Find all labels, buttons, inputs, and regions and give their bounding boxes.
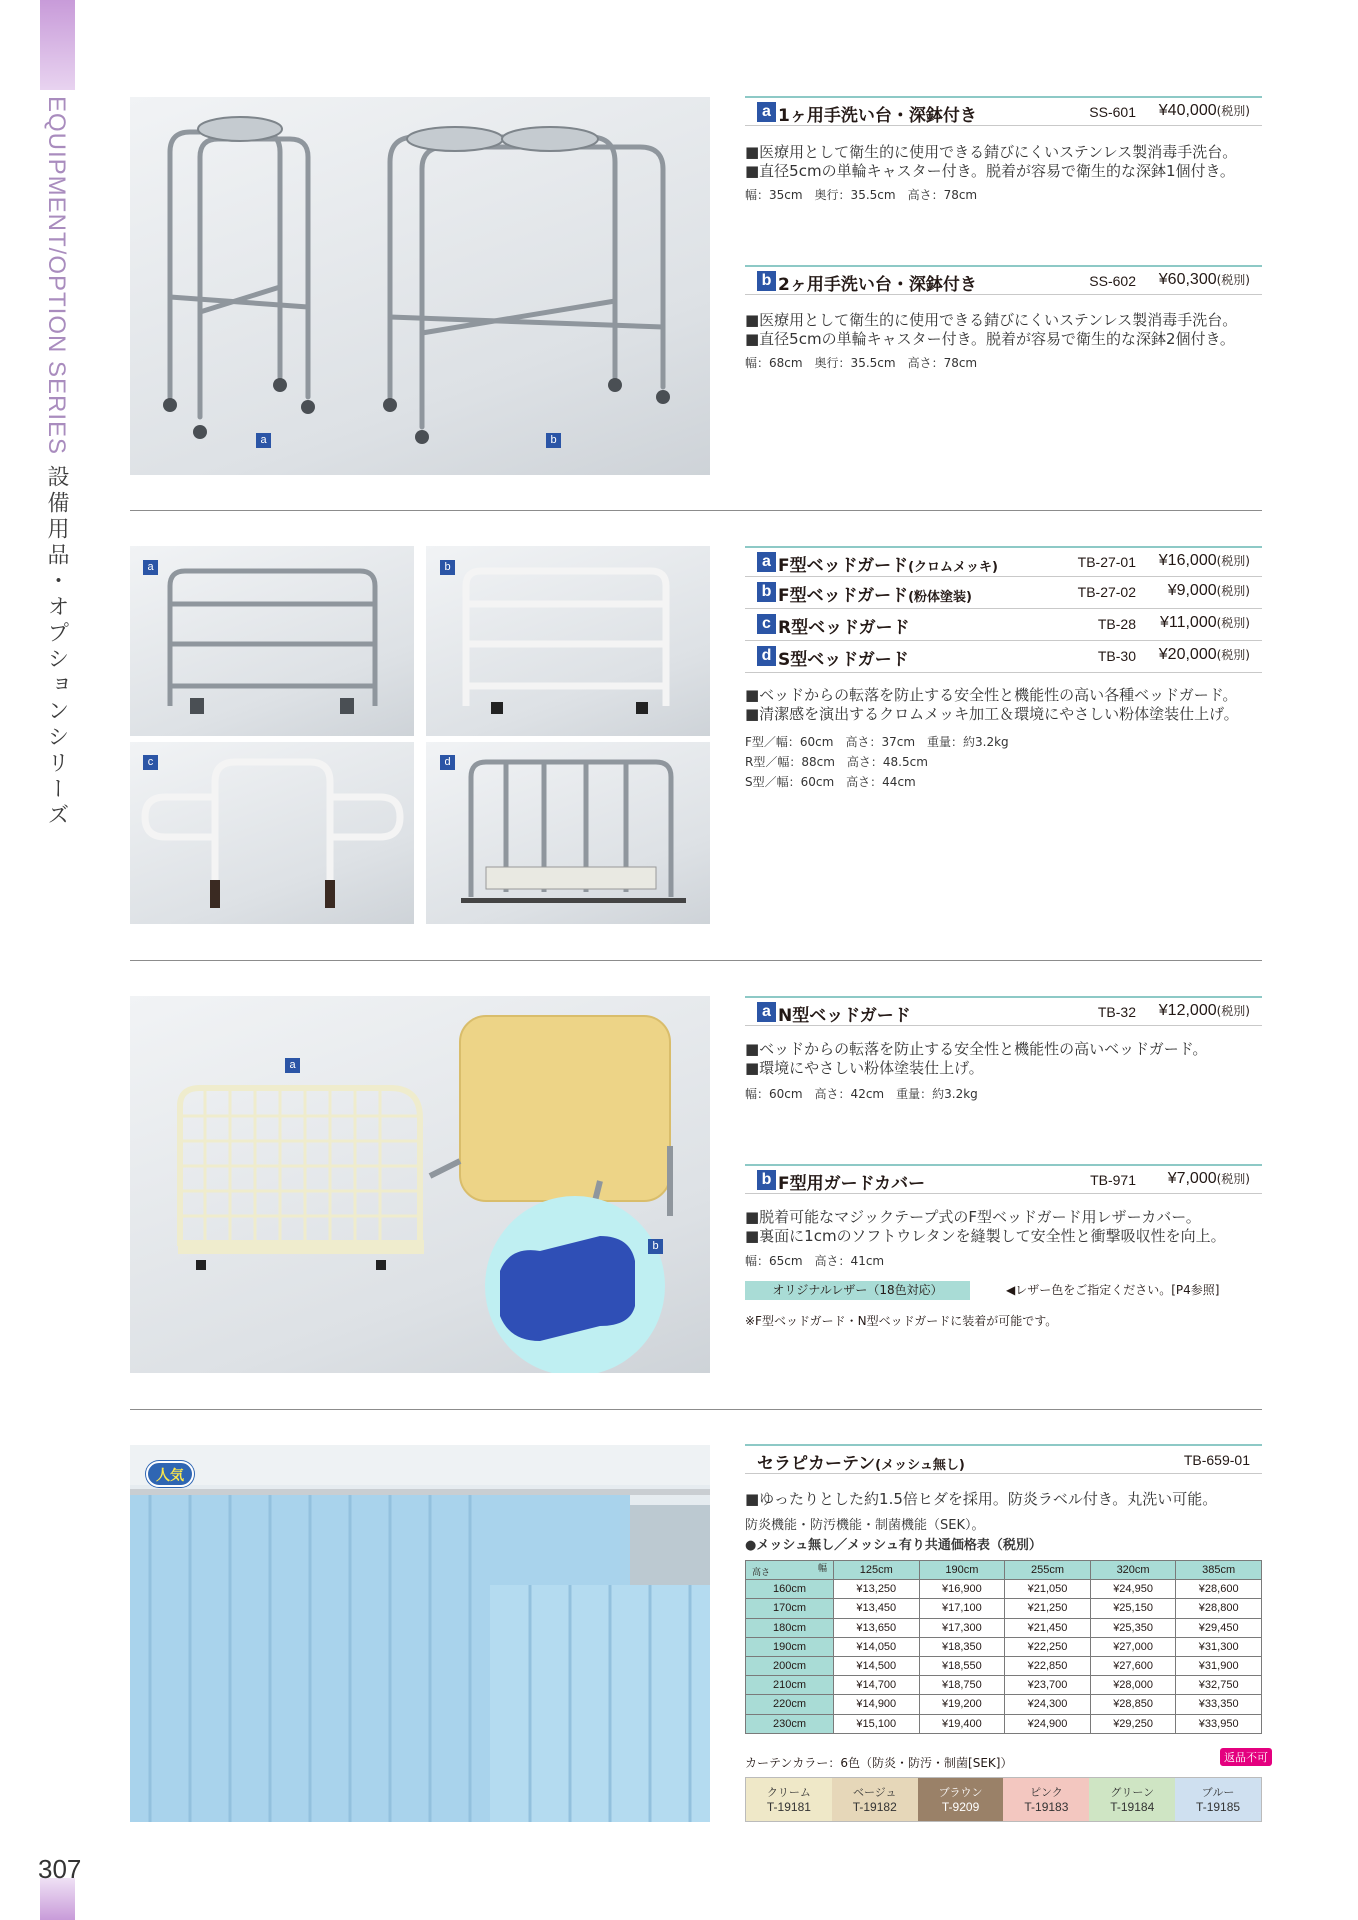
product-header-tb971 (745, 1164, 1262, 1194)
price-cell: ¥25,350 (1090, 1618, 1176, 1637)
price-value: ¥20,000 (1158, 646, 1217, 663)
row-header: 170cm (746, 1599, 834, 1618)
table-row (746, 1714, 1262, 1733)
section-divider (130, 960, 1262, 961)
product-code: TB-30 (1097, 648, 1136, 664)
photo-tag-a: a (143, 560, 158, 575)
name-text: S型ベッドガード (778, 650, 909, 670)
photo-tag-b: b (546, 433, 561, 448)
name-note: (メッシュ無し) (875, 1458, 965, 1473)
product-price (1159, 552, 1250, 570)
corner-row-label: 高さ (752, 1568, 771, 1579)
price-table-title: ●メッシュ無し／メッシュ有り共通価格表（税別） (745, 1538, 1042, 1553)
bedguard-b-illustration (426, 546, 710, 736)
product-price (1160, 614, 1250, 632)
bedguard-photo-d (426, 742, 710, 924)
handwash-illustration (130, 97, 710, 475)
bedguard-d-illustration (426, 742, 710, 924)
leather-badge: オリジナルレザー（18色対応） (745, 1281, 970, 1300)
price-cell: ¥16,900 (919, 1580, 1005, 1599)
leather-note: ◀レザー色をご指定ください。[P4参照] (1006, 1283, 1220, 1297)
row-header: 160cm (746, 1580, 834, 1599)
color-name: グリーン (1110, 1786, 1155, 1799)
row-header: 210cm (746, 1676, 834, 1695)
color-name: ピンク (1030, 1786, 1063, 1799)
price-cell: ¥14,500 (834, 1656, 920, 1675)
product-letter: d (757, 646, 776, 666)
price-cell: ¥28,800 (1176, 1599, 1262, 1618)
product-name: 2ヶ用手洗い台・深鉢付き (778, 275, 977, 295)
color-code: T-19181 (766, 1800, 811, 1814)
product-code: SS-601 (1089, 104, 1136, 120)
desc-line: ■清潔感を演出するクロムメッキ加工＆環境にやさしい粉体塗装仕上げ。 (745, 705, 1239, 723)
price-cell: ¥27,600 (1090, 1656, 1176, 1675)
product-letter: a (757, 102, 776, 122)
price-cell: ¥23,700 (1005, 1676, 1091, 1695)
row-header: 230cm (746, 1714, 834, 1733)
product-code: TB-971 (1090, 1172, 1136, 1188)
product-letter: a (757, 1002, 776, 1022)
product-code: TB-27-02 (1077, 584, 1136, 600)
table-row (746, 1599, 1262, 1618)
column-header: 190cm (919, 1561, 1005, 1580)
tax-note: (税別) (1216, 584, 1250, 598)
desc-line: ■脱着可能なマジックテープ式のF型ベッドガード用レザーカバー。 (745, 1208, 1201, 1226)
color-code: T-9209 (941, 1800, 980, 1814)
photo-tag-b: b (440, 560, 455, 575)
product-letter: c (757, 614, 776, 634)
spec-line: S型／幅：60cm 高さ：44cm (745, 775, 916, 789)
price-cell: ¥31,900 (1176, 1656, 1262, 1675)
product-name: N型ベッドガード (778, 1006, 911, 1026)
price-cell: ¥21,450 (1005, 1618, 1091, 1637)
product-price (1159, 646, 1250, 664)
compat-note: ※F型ベッドガード・N型ベッドガードに装着が可能です。 (745, 1314, 1058, 1328)
product-spec: 幅：68cm 奥行：35.5cm 高さ：78cm (745, 356, 978, 370)
product-letter: a (757, 552, 776, 572)
photo-tag-d: d (440, 755, 455, 770)
product-code: TB-28 (1097, 616, 1136, 632)
tax-note: (税別) (1216, 648, 1250, 662)
photo-tag-b: b (648, 1239, 663, 1254)
bedguard-desc (745, 686, 1265, 724)
side-title-en: EQUIPMENT/OPTION SERIES (43, 96, 70, 456)
color-code: T-19183 (1024, 1800, 1069, 1814)
price-cell: ¥33,950 (1176, 1714, 1262, 1733)
price-cell: ¥14,050 (834, 1637, 920, 1656)
product-spec: 幅：65cm 高さ：41cm (745, 1254, 885, 1268)
price-cell: ¥28,600 (1176, 1580, 1262, 1599)
price-cell: ¥33,350 (1176, 1695, 1262, 1714)
price-value: ¥60,300 (1158, 271, 1217, 288)
desc-line: ■裏面に1cmのソフトウレタンを縫製して安全性と衝撃吸収性を向上。 (745, 1227, 1226, 1245)
product-letter: b (757, 271, 776, 291)
price-cell: ¥14,700 (834, 1676, 920, 1695)
product-price (1159, 1002, 1250, 1020)
product-name (778, 581, 972, 606)
price-value: ¥7,000 (1167, 1170, 1217, 1187)
color-name: ベージュ (852, 1786, 897, 1799)
price-cell: ¥24,900 (1005, 1714, 1091, 1733)
column-header: 255cm (1005, 1561, 1091, 1580)
price-cell: ¥17,100 (919, 1599, 1005, 1618)
price-cell: ¥21,250 (1005, 1599, 1091, 1618)
product-name (778, 645, 909, 670)
color-chip (918, 1778, 1004, 1821)
color-chip (832, 1778, 918, 1821)
color-code: T-19185 (1196, 1800, 1241, 1814)
product-name (778, 551, 998, 576)
bedguard-c-illustration (130, 742, 414, 924)
photo-tag-a: a (256, 433, 271, 448)
tax-note: (税別) (1216, 1172, 1250, 1186)
color-chip (1175, 1778, 1261, 1821)
product-header-tb32 (745, 996, 1262, 1026)
tax-note: (税別) (1216, 554, 1250, 568)
table-row (746, 1618, 1262, 1637)
product-price (1159, 271, 1250, 289)
product-code: TB-659-01 (1183, 1452, 1250, 1468)
product-header-tb28 (745, 610, 1262, 641)
bedguard-photo-c (130, 742, 414, 924)
popular-badge: 人気 (146, 1461, 194, 1487)
price-cell: ¥15,100 (834, 1714, 920, 1733)
tax-note: (税別) (1216, 616, 1250, 630)
desc-line: ■環境にやさしい粉体塗装仕上げ。 (745, 1059, 984, 1077)
product-header-tb65901 (745, 1444, 1262, 1474)
price-cell: ¥24,300 (1005, 1695, 1091, 1714)
price-cell: ¥22,850 (1005, 1656, 1091, 1675)
price-cell: ¥28,000 (1090, 1676, 1176, 1695)
product-header-tb30 (745, 642, 1262, 673)
product-header-ss601 (745, 96, 1262, 126)
name-text: F型ベッドガード (778, 586, 909, 606)
price-cell: ¥29,450 (1176, 1618, 1262, 1637)
price-value: ¥16,000 (1158, 552, 1217, 569)
column-header: 385cm (1176, 1561, 1262, 1580)
price-cell: ¥18,750 (919, 1676, 1005, 1695)
price-cell: ¥18,350 (919, 1637, 1005, 1656)
product-price (1168, 1170, 1250, 1188)
desc-line: ■医療用として衛生的に使用できる錆びにくいステンレス製消毒手洗台。 (745, 311, 1238, 329)
tax-note: (税別) (1216, 1004, 1250, 1018)
price-cell: ¥24,950 (1090, 1580, 1176, 1599)
product-header-ss602 (745, 265, 1262, 295)
product-desc (745, 143, 1265, 181)
color-chips (745, 1777, 1262, 1822)
product-name: F型用ガードカバー (778, 1174, 926, 1194)
price-cell: ¥29,250 (1090, 1714, 1176, 1733)
curtain-illustration (130, 1445, 710, 1822)
price-cell: ¥21,050 (1005, 1580, 1091, 1599)
curtain-photo (130, 1445, 710, 1822)
price-cell: ¥28,850 (1090, 1695, 1176, 1714)
desc-line: ■直径5cmの単輪キャスター付き。脱着が容易で衛生的な深鉢1個付き。 (745, 162, 1235, 180)
corner-col-label: 幅 (817, 1564, 827, 1574)
section-divider (130, 510, 1262, 511)
spec-line: R型／幅：88cm 高さ：48.5cm (745, 755, 928, 769)
tax-note: (税別) (1216, 273, 1250, 287)
product-name: 1ヶ用手洗い台・深鉢付き (778, 106, 977, 126)
bedguard-a-illustration (130, 546, 414, 736)
product-code: SS-602 (1089, 273, 1136, 289)
section-divider (130, 1409, 1262, 1410)
table-row (746, 1637, 1262, 1656)
row-header: 180cm (746, 1618, 834, 1637)
product-desc (745, 1040, 1265, 1078)
price-cell: ¥14,900 (834, 1695, 920, 1714)
price-value: ¥12,000 (1158, 1002, 1217, 1019)
price-cell: ¥19,200 (919, 1695, 1005, 1714)
price-cell: ¥18,550 (919, 1656, 1005, 1675)
row-header: 220cm (746, 1695, 834, 1714)
product-code: TB-27-01 (1077, 554, 1136, 570)
name-text: セラピカーテン (757, 1454, 876, 1474)
nguard-illustration (130, 996, 710, 1373)
color-label: カーテンカラー：6色（防炎・防汚・制菌[SEK]） (745, 1756, 1013, 1770)
handwash-photo (130, 97, 710, 475)
table-row (746, 1656, 1262, 1675)
nguard-photo (130, 996, 710, 1373)
page-number: 307 (38, 1854, 82, 1884)
desc-line: ■直径5cmの単輪キャスター付き。脱着が容易で衛生的な深鉢2個付き。 (745, 330, 1235, 348)
product-letter: b (757, 1170, 776, 1190)
desc-line: ■ベッドからの転落を防止する安全性と機能性の高いベッドガード。 (745, 1040, 1208, 1058)
product-desc (745, 1208, 1265, 1246)
bedguard-photo-a (130, 546, 414, 736)
table-row (746, 1676, 1262, 1695)
price-cell: ¥13,250 (834, 1580, 920, 1599)
row-header: 190cm (746, 1637, 834, 1656)
price-cell: ¥27,000 (1090, 1637, 1176, 1656)
product-spec: 幅：35cm 奥行：35.5cm 高さ：78cm (745, 188, 978, 202)
product-spec: 幅：60cm 高さ：42cm 重量：約3.2kg (745, 1087, 978, 1101)
price-cell: ¥13,450 (834, 1599, 920, 1618)
product-code: TB-32 (1097, 1004, 1136, 1020)
price-cell: ¥22,250 (1005, 1637, 1091, 1656)
curtain-desc: ■ゆったりとした約1.5倍ヒダを採用。防炎ラベル付き。丸洗い可能。 (745, 1490, 1218, 1508)
bedguard-spec (745, 732, 1009, 792)
price-cell: ¥31,300 (1176, 1637, 1262, 1656)
desc-line: ■ベッドからの転落を防止する安全性と機能性の高い各種ベッドガード。 (745, 686, 1238, 704)
product-header-tb2702 (745, 578, 1262, 609)
price-cell: ¥25,150 (1090, 1599, 1176, 1618)
bedguard-photo-b (426, 546, 710, 736)
table-corner (746, 1561, 834, 1580)
product-letter: b (757, 582, 776, 602)
name-text: F型ベッドガード (778, 556, 909, 576)
price-cell: ¥13,650 (834, 1618, 920, 1637)
name-note: (粉体塗装) (908, 590, 972, 605)
name-text: R型ベッドガード (778, 618, 910, 638)
price-value: ¥9,000 (1167, 582, 1217, 599)
price-cell: ¥19,400 (919, 1714, 1005, 1733)
product-header-tb2701 (745, 546, 1262, 577)
price-cell: ¥32,750 (1176, 1676, 1262, 1695)
color-code: T-19184 (1110, 1800, 1155, 1814)
price-table-body (746, 1580, 1262, 1734)
product-desc (745, 311, 1265, 349)
side-color-band (40, 0, 75, 90)
color-chip (746, 1778, 832, 1821)
photo-tag-c: c (143, 755, 158, 770)
column-header: 320cm (1090, 1561, 1176, 1580)
column-header: 125cm (834, 1561, 920, 1580)
price-cell: ¥17,300 (919, 1618, 1005, 1637)
table-row (746, 1695, 1262, 1714)
color-code: T-19182 (852, 1800, 897, 1814)
table-row (746, 1580, 1262, 1599)
product-name (778, 613, 910, 638)
name-note: (クロムメッキ) (908, 560, 998, 575)
product-name (757, 1449, 965, 1474)
color-chip (1089, 1778, 1175, 1821)
row-header: 200cm (746, 1656, 834, 1675)
side-title (38, 96, 72, 829)
product-price (1168, 582, 1250, 600)
side-title-jp: 設備用品・オプションシリーズ (44, 465, 69, 830)
color-name: ブルー (1201, 1786, 1235, 1799)
tax-note: (税別) (1216, 104, 1250, 118)
color-name: ブラウン (938, 1786, 983, 1799)
no-return-badge: 返品不可 (1220, 1748, 1272, 1766)
color-chip (1003, 1778, 1089, 1821)
curtain-functions: 防炎機能・防汚機能・制菌機能（SEK）。 (745, 1518, 985, 1533)
spec-line: F型／幅：60cm 高さ：37cm 重量：約3.2kg (745, 735, 1009, 749)
product-price (1159, 102, 1250, 120)
color-name: クリーム (766, 1786, 811, 1799)
price-value: ¥11,000 (1159, 614, 1217, 631)
price-value: ¥40,000 (1158, 102, 1217, 119)
price-table (745, 1560, 1262, 1734)
photo-tag-a: a (285, 1058, 300, 1073)
desc-line: ■医療用として衛生的に使用できる錆びにくいステンレス製消毒手洗台。 (745, 143, 1238, 161)
table-header-row (746, 1561, 1262, 1580)
